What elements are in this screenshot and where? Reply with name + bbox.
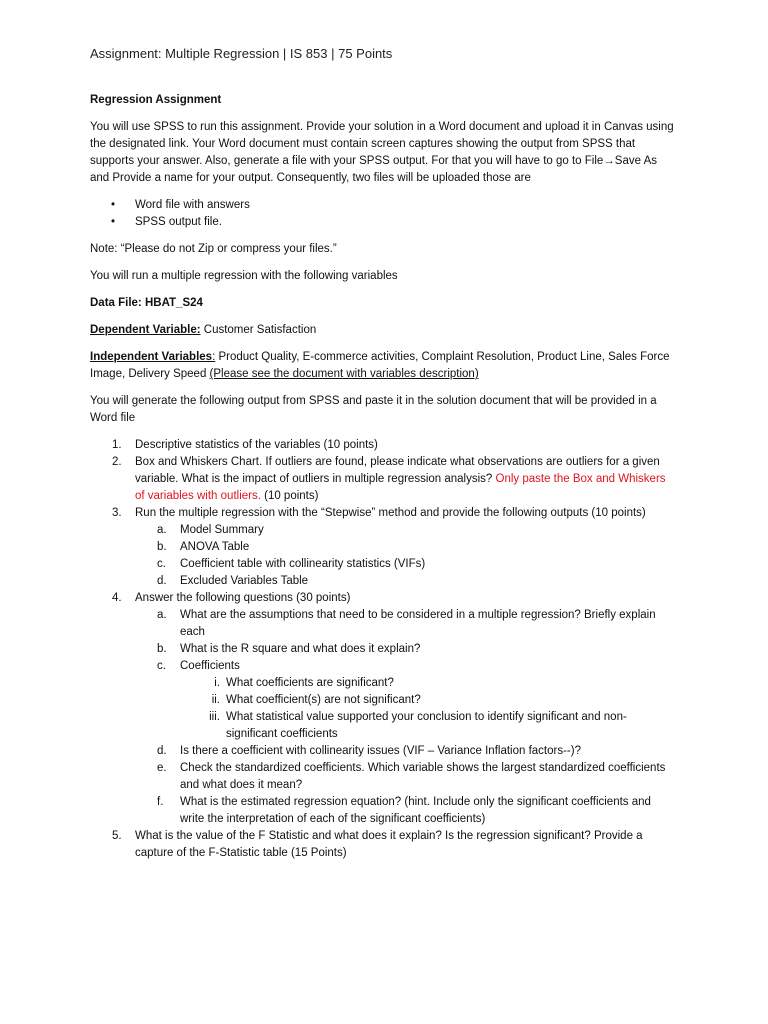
list-item: b. What is the R square and what does it explain? xyxy=(157,643,421,655)
dependent-variable-line xyxy=(90,322,675,339)
list-item: 1. Descriptive statistics of the variables (10 points) xyxy=(112,439,378,451)
list-item: c. Coefficients xyxy=(157,660,240,672)
document-body xyxy=(90,92,675,862)
list-item: iii. What statistical value supported your conclusion to identify significant and non-significant coefficients xyxy=(209,711,627,740)
independent-value: Product Quality, E-commerce activities, Complaint Resolution, Product Line, Sales Force Image, Delivery Speed xyxy=(90,351,670,380)
files-list xyxy=(90,197,675,231)
intro-paragraph: You will use SPSS to run this assignment. Provide your solution in a Word document and upload it in Canvas using the designated link. Your Word document must contain screen captures showing the output from SPSS that supports your answer. Also, generate a file with your SPSS output. For that you will have to go to File→Save As and Provide a name for your output. Consequently, two files will be uploaded those are xyxy=(90,121,674,184)
list-item: d. Is there a coefficient with collinearity issues (VIF – Variance Inflation factors--)? xyxy=(157,745,581,757)
list-item: 2. Box and Whiskers Chart. If outliers are found, please indicate what observations are outliers for a given variable. What is the impact of outliers in multiple regression analysis? Only paste the Box and Whiskers of variables with outliers. (10 points) xyxy=(112,456,666,502)
generate-paragraph: You will generate the following output from SPSS and paste it in the solution document that will be provided in a Word file xyxy=(90,395,657,424)
independent-variables-line: Independent Variables: Product Quality, E-commerce activities, Complaint Resolution, Product Line, Sales Force Image, Delivery Speed (Please see the document with variables description) xyxy=(90,351,670,380)
sub-list xyxy=(90,607,675,828)
list-item: 5. What is the value of the F Statistic and what does it explain? Is the regression significant? Provide a capture of the F-Statistic table (15 Points) xyxy=(112,830,643,859)
list-item: c. Coefficient table with collinearity statistics (VIFs) xyxy=(157,558,426,570)
dependent-label: Dependent Variable: xyxy=(90,324,201,336)
variables-description-link[interactable]: (Please see the document with variables description) xyxy=(209,368,479,380)
task-list xyxy=(90,437,675,862)
data-file-line: Data File: HBAT_S24 xyxy=(90,297,203,309)
dependent-value: Customer Satisfaction xyxy=(200,324,317,336)
list-item: • Word file with answers xyxy=(90,197,675,214)
page-header: Assignment: Multiple Regression | IS 853 | 75 Points xyxy=(90,46,393,61)
list-item: • SPSS output file. xyxy=(90,214,675,231)
list-item: 3. Run the multiple regression with the “Stepwise” method and provide the following outputs (10 points) xyxy=(112,507,646,519)
list-item: e. Check the standardized coefficients. Which variable shows the largest standardized coefficients and what does it mean? xyxy=(157,762,666,791)
list-item: d. Excluded Variables Table xyxy=(157,575,309,587)
sub-sub-list xyxy=(90,675,675,743)
bullet-icon: • xyxy=(111,199,116,211)
list-item: ii. What coefficient(s) are not significant? xyxy=(211,694,421,706)
red-instruction: Only paste the Box and Whiskers of variables with outliers. xyxy=(135,473,666,502)
bullet-icon: • xyxy=(111,216,116,228)
run-paragraph: You will run a multiple regression with the following variables xyxy=(90,270,398,282)
list-item: a. Model Summary xyxy=(157,524,264,536)
list-item: a. What are the assumptions that need to be considered in a multiple regression? Briefly explain each xyxy=(157,609,656,638)
sub-list xyxy=(90,522,675,590)
independent-label: Independent Variables xyxy=(90,351,213,363)
list-item: f. What is the estimated regression equation? (hint. Include only the significant coefficients and write the interpretation of each of the significant coefficients) xyxy=(157,796,651,825)
note-paragraph: Note: “Please do not Zip or compress your files.” xyxy=(90,243,337,255)
section-heading: Regression Assignment xyxy=(90,94,222,106)
list-item: b. ANOVA Table xyxy=(157,541,250,553)
list-item: 4. Answer the following questions (30 points) xyxy=(112,592,351,604)
list-item: i. What coefficients are significant? xyxy=(214,677,394,689)
